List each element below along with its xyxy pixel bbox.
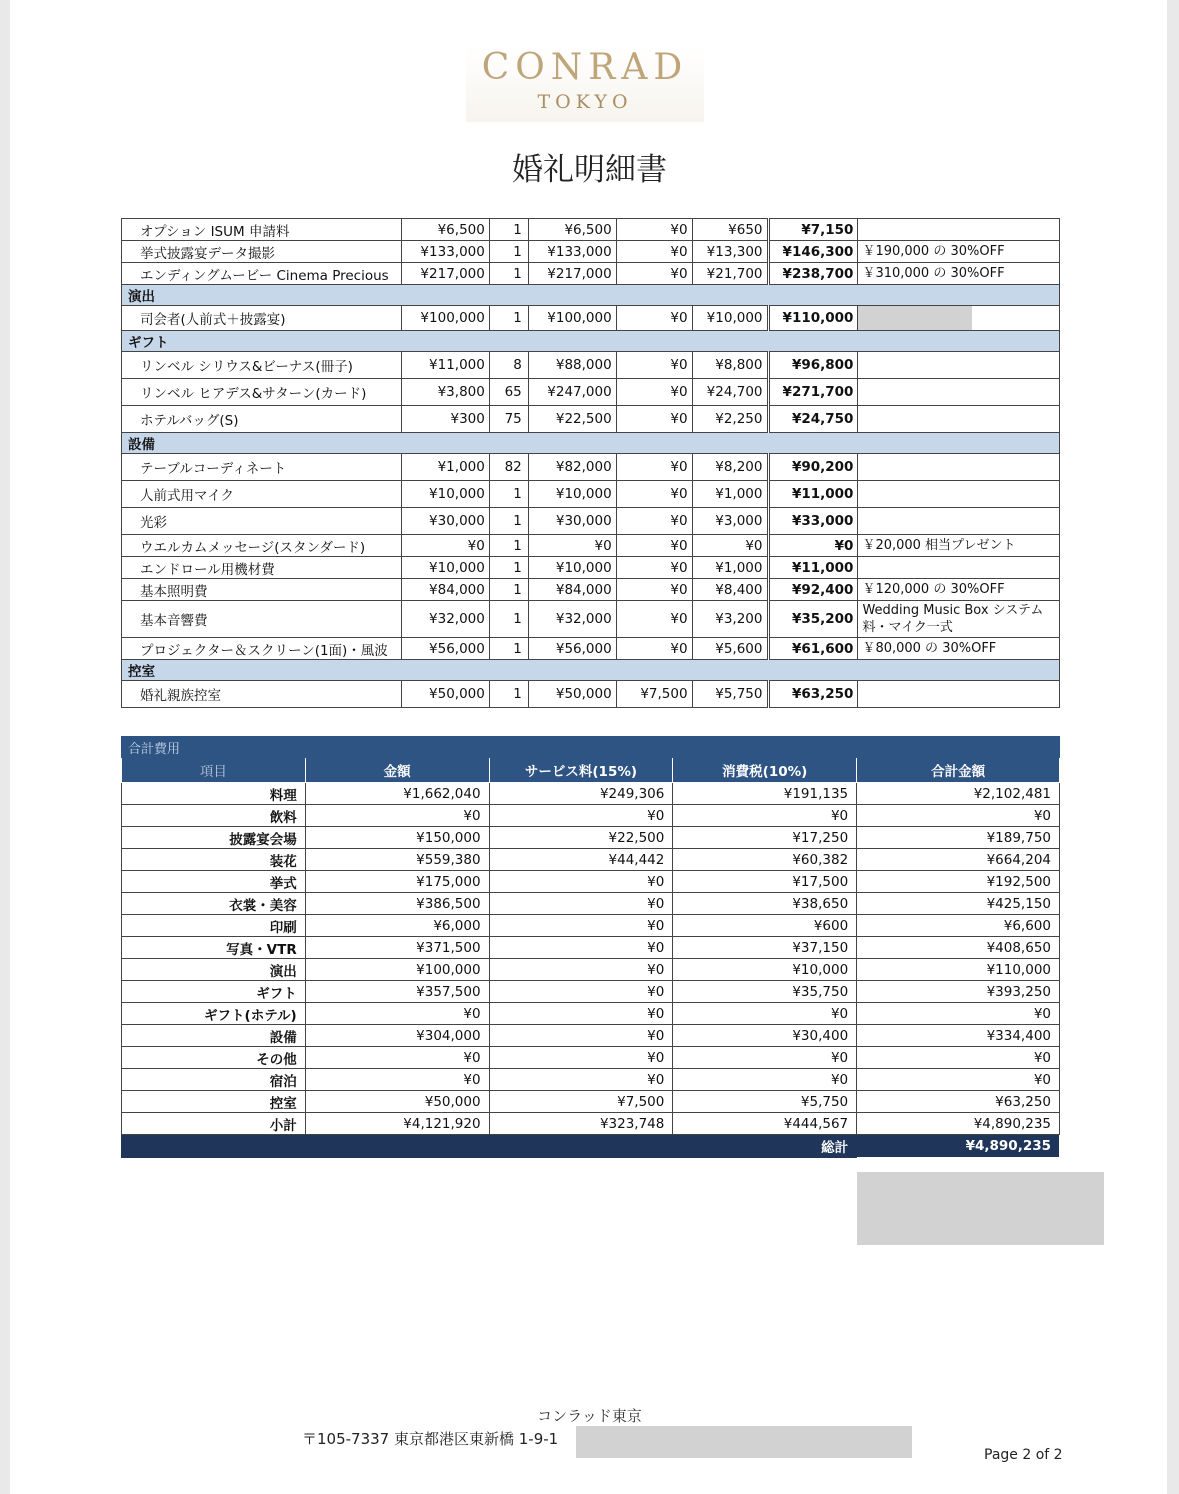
detail-unit-price: ¥30,000 xyxy=(401,508,489,535)
detail-total: ¥35,200 xyxy=(768,601,858,638)
detail-tax: ¥3,200 xyxy=(692,601,768,638)
summary-row xyxy=(122,915,1060,937)
summary-total: ¥4,890,235 xyxy=(857,1113,1060,1135)
detail-item-name: エンドロール用機材費 xyxy=(122,557,402,579)
detail-unit-price: ¥1,000 xyxy=(401,454,489,481)
detail-tax: ¥5,600 xyxy=(692,638,768,660)
summary-service: ¥0 xyxy=(489,871,673,893)
summary-amount: ¥1,662,040 xyxy=(305,783,489,805)
detail-item-name: プロジェクター＆スクリーン(1面)・風波 xyxy=(122,638,402,660)
summary-amount: ¥4,121,920 xyxy=(305,1113,489,1135)
detail-note xyxy=(858,681,1060,708)
detail-amount: ¥133,000 xyxy=(528,241,616,263)
detail-note xyxy=(858,557,1060,579)
detail-item-name: 司会者(人前式＋披露宴) xyxy=(122,306,402,331)
summary-tax: ¥0 xyxy=(673,1003,857,1025)
detail-row xyxy=(122,579,1060,601)
summary-total: ¥664,204 xyxy=(857,849,1060,871)
detail-item-name: リンベル ヒアデス&サターン(カード) xyxy=(122,379,402,406)
summary-label: 挙式 xyxy=(122,871,306,893)
summary-total: ¥0 xyxy=(857,805,1060,827)
detail-tax: ¥24,700 xyxy=(692,379,768,406)
detail-row xyxy=(122,601,1060,638)
summary-total: ¥110,000 xyxy=(857,959,1060,981)
summary-amount: ¥100,000 xyxy=(305,959,489,981)
detail-total: ¥271,700 xyxy=(768,379,858,406)
detail-amount: ¥247,000 xyxy=(528,379,616,406)
detail-quantity: 1 xyxy=(489,508,528,535)
detail-unit-price: ¥11,000 xyxy=(401,352,489,379)
detail-item-name: ウエルカムメッセージ(スタンダード) xyxy=(122,535,402,557)
detail-section-label: 設備 xyxy=(122,433,1060,454)
detail-service-charge: ¥0 xyxy=(616,557,692,579)
summary-tax: ¥191,135 xyxy=(673,783,857,805)
summary-amount: ¥175,000 xyxy=(305,871,489,893)
detail-quantity: 1 xyxy=(489,263,528,285)
summary-label: 宿泊 xyxy=(122,1069,306,1091)
summary-amount: ¥386,500 xyxy=(305,893,489,915)
detail-amount: ¥50,000 xyxy=(528,681,616,708)
grand-total-value: ¥4,890,235 xyxy=(857,1135,1060,1158)
summary-tax: ¥17,250 xyxy=(673,827,857,849)
detail-total: ¥33,000 xyxy=(768,508,858,535)
detail-total: ¥146,300 xyxy=(768,241,858,263)
summary-amount: ¥559,380 xyxy=(305,849,489,871)
summary-service: ¥44,442 xyxy=(489,849,673,871)
detail-quantity: 8 xyxy=(489,352,528,379)
footer-hotel-name: コンラッド東京 xyxy=(537,1407,642,1425)
detail-total: ¥7,150 xyxy=(768,219,858,241)
summary-service: ¥323,748 xyxy=(489,1113,673,1135)
summary-total: ¥0 xyxy=(857,1003,1060,1025)
summary-total: ¥408,650 xyxy=(857,937,1060,959)
detail-tax: ¥8,200 xyxy=(692,454,768,481)
detail-row xyxy=(122,241,1060,263)
detail-quantity: 1 xyxy=(489,638,528,660)
detail-note xyxy=(858,219,1060,241)
detail-item-name: オプション ISUM 申請料 xyxy=(122,219,402,241)
detail-note: ￥20,000 相当プレゼント xyxy=(858,535,1060,557)
summary-tax: ¥444,567 xyxy=(673,1113,857,1135)
summary-row xyxy=(122,959,1060,981)
detail-row xyxy=(122,557,1060,579)
detail-item-name: 人前式用マイク xyxy=(122,481,402,508)
header-amount: 金額 xyxy=(305,758,489,783)
detail-section-label: 演出 xyxy=(122,285,1060,306)
detail-service-charge: ¥0 xyxy=(616,454,692,481)
grand-total-label: 総計 xyxy=(122,1135,857,1158)
detail-amount: ¥82,000 xyxy=(528,454,616,481)
detail-section-row xyxy=(122,331,1060,352)
detail-row xyxy=(122,638,1060,660)
detail-row xyxy=(122,352,1060,379)
detail-note xyxy=(858,379,1060,406)
detail-quantity: 82 xyxy=(489,454,528,481)
detail-tax: ¥8,400 xyxy=(692,579,768,601)
detail-note: ￥190,000 の 30%OFF xyxy=(858,241,1060,263)
detail-service-charge: ¥0 xyxy=(616,406,692,433)
summary-tax: ¥600 xyxy=(673,915,857,937)
detail-service-charge: ¥0 xyxy=(616,638,692,660)
detail-tax: ¥5,750 xyxy=(692,681,768,708)
detail-unit-price: ¥6,500 xyxy=(401,219,489,241)
detail-service-charge: ¥0 xyxy=(616,481,692,508)
redacted-stamp-area xyxy=(857,1172,1104,1245)
detail-quantity: 65 xyxy=(489,379,528,406)
summary-row xyxy=(122,981,1060,1003)
detail-amount: ¥0 xyxy=(528,535,616,557)
summary-total: ¥334,400 xyxy=(857,1025,1060,1047)
detail-total: ¥61,600 xyxy=(768,638,858,660)
detail-unit-price: ¥217,000 xyxy=(401,263,489,285)
summary-service: ¥0 xyxy=(489,1025,673,1047)
detail-section-label: ギフト xyxy=(122,331,1060,352)
summary-tax: ¥35,750 xyxy=(673,981,857,1003)
detail-tax: ¥2,250 xyxy=(692,406,768,433)
summary-tax: ¥17,500 xyxy=(673,871,857,893)
header-item: 項目 xyxy=(122,758,306,783)
detail-row xyxy=(122,481,1060,508)
detail-quantity: 75 xyxy=(489,406,528,433)
summary-total: ¥2,102,481 xyxy=(857,783,1060,805)
detail-total: ¥0 xyxy=(768,535,858,557)
summary-label: 飲料 xyxy=(122,805,306,827)
detail-amount: ¥88,000 xyxy=(528,352,616,379)
summary-amount: ¥0 xyxy=(305,1047,489,1069)
detail-unit-price: ¥0 xyxy=(401,535,489,557)
detail-note xyxy=(858,454,1060,481)
detail-unit-price: ¥133,000 xyxy=(401,241,489,263)
detail-unit-price: ¥100,000 xyxy=(401,306,489,331)
detail-amount: ¥22,500 xyxy=(528,406,616,433)
detail-amount: ¥10,000 xyxy=(528,557,616,579)
detail-quantity: 1 xyxy=(489,481,528,508)
summary-row xyxy=(122,1047,1060,1069)
summary-label: 印刷 xyxy=(122,915,306,937)
detail-item-name: テーブルコーディネート xyxy=(122,454,402,481)
summary-service: ¥249,306 xyxy=(489,783,673,805)
summary-amount: ¥371,500 xyxy=(305,937,489,959)
detail-service-charge: ¥7,500 xyxy=(616,681,692,708)
summary-row xyxy=(122,827,1060,849)
footer-address: 〒105-7337 東京都港区東新橋 1-9-1 xyxy=(302,1430,559,1448)
detail-amount: ¥84,000 xyxy=(528,579,616,601)
detail-amount: ¥30,000 xyxy=(528,508,616,535)
summary-amount: ¥0 xyxy=(305,805,489,827)
detail-quantity: 1 xyxy=(489,579,528,601)
detail-section-row xyxy=(122,660,1060,681)
detail-service-charge: ¥0 xyxy=(616,379,692,406)
summary-amount: ¥0 xyxy=(305,1069,489,1091)
summary-row xyxy=(122,871,1060,893)
detail-service-charge: ¥0 xyxy=(616,508,692,535)
summary-tax: ¥10,000 xyxy=(673,959,857,981)
header-total: 合計金額 xyxy=(857,758,1060,783)
summary-tax: ¥30,400 xyxy=(673,1025,857,1047)
detail-service-charge: ¥0 xyxy=(616,601,692,638)
detail-item-name: 光彩 xyxy=(122,508,402,535)
summary-label: 小計 xyxy=(122,1113,306,1135)
summary-label: 控室 xyxy=(122,1091,306,1113)
summary-total: ¥63,250 xyxy=(857,1091,1060,1113)
detail-note xyxy=(858,352,1060,379)
summary-amount: ¥0 xyxy=(305,1003,489,1025)
detail-row xyxy=(122,306,1060,331)
logo-city: TOKYO xyxy=(537,91,633,113)
summary-row xyxy=(122,1091,1060,1113)
summary-total: ¥6,600 xyxy=(857,915,1060,937)
detail-note xyxy=(858,306,1060,331)
detail-total: ¥63,250 xyxy=(768,681,858,708)
detail-service-charge: ¥0 xyxy=(616,535,692,557)
grand-total-row xyxy=(122,1135,1060,1158)
detail-quantity: 1 xyxy=(489,535,528,557)
detail-unit-price: ¥10,000 xyxy=(401,557,489,579)
summary-row xyxy=(122,1113,1060,1135)
detail-note: ￥80,000 の 30%OFF xyxy=(858,638,1060,660)
detail-amount: ¥56,000 xyxy=(528,638,616,660)
summary-label: 披露宴会場 xyxy=(122,827,306,849)
summary-amount: ¥304,000 xyxy=(305,1025,489,1047)
detail-amount: ¥10,000 xyxy=(528,481,616,508)
detail-service-charge: ¥0 xyxy=(616,241,692,263)
detail-total: ¥11,000 xyxy=(768,481,858,508)
summary-row xyxy=(122,805,1060,827)
summary-label: ギフト xyxy=(122,981,306,1003)
redacted-phone-area xyxy=(576,1426,912,1458)
summary-row xyxy=(122,1003,1060,1025)
detail-total: ¥238,700 xyxy=(768,263,858,285)
detail-quantity: 1 xyxy=(489,681,528,708)
detail-tax: ¥10,000 xyxy=(692,306,768,331)
detail-amount: ¥217,000 xyxy=(528,263,616,285)
detail-row xyxy=(122,406,1060,433)
summary-service: ¥0 xyxy=(489,893,673,915)
detail-service-charge: ¥0 xyxy=(616,352,692,379)
detail-quantity: 1 xyxy=(489,219,528,241)
detail-unit-price: ¥10,000 xyxy=(401,481,489,508)
summary-label: 設備 xyxy=(122,1025,306,1047)
summary-label: 装花 xyxy=(122,849,306,871)
detail-tax: ¥1,000 xyxy=(692,481,768,508)
detail-total: ¥11,000 xyxy=(768,557,858,579)
summary-total: ¥393,250 xyxy=(857,981,1060,1003)
logo-brand: CONRAD xyxy=(481,47,689,88)
detail-total: ¥96,800 xyxy=(768,352,858,379)
detail-row xyxy=(122,508,1060,535)
summary-label: 写真・VTR xyxy=(122,937,306,959)
summary-tax: ¥60,382 xyxy=(673,849,857,871)
detail-section-row xyxy=(122,285,1060,306)
detail-total: ¥110,000 xyxy=(768,306,858,331)
summary-amount: ¥357,500 xyxy=(305,981,489,1003)
redacted-note xyxy=(858,306,972,330)
detail-unit-price: ¥56,000 xyxy=(401,638,489,660)
summary-row xyxy=(122,1025,1060,1047)
summary-total: ¥425,150 xyxy=(857,893,1060,915)
summary-table xyxy=(121,736,1060,1158)
summary-tax: ¥37,150 xyxy=(673,937,857,959)
detail-row xyxy=(122,454,1060,481)
summary-tax: ¥0 xyxy=(673,805,857,827)
detail-amount: ¥32,000 xyxy=(528,601,616,638)
summary-service: ¥0 xyxy=(489,1069,673,1091)
detail-section-row xyxy=(122,433,1060,454)
summary-caption-row xyxy=(122,737,1060,758)
summary-total: ¥0 xyxy=(857,1047,1060,1069)
detail-total: ¥92,400 xyxy=(768,579,858,601)
summary-service: ¥0 xyxy=(489,981,673,1003)
detail-item-name: 婚礼親族控室 xyxy=(122,681,402,708)
summary-label: 衣裳・美容 xyxy=(122,893,306,915)
document-title: 婚礼明細書 xyxy=(512,152,667,188)
detail-service-charge: ¥0 xyxy=(616,263,692,285)
detail-note xyxy=(858,508,1060,535)
summary-amount: ¥50,000 xyxy=(305,1091,489,1113)
detail-quantity: 1 xyxy=(489,306,528,331)
summary-tax: ¥5,750 xyxy=(673,1091,857,1113)
detail-row xyxy=(122,219,1060,241)
detail-section-label: 控室 xyxy=(122,660,1060,681)
detail-table xyxy=(121,218,1060,708)
detail-unit-price: ¥3,800 xyxy=(401,379,489,406)
detail-row xyxy=(122,379,1060,406)
detail-item-name: 挙式披露宴データ撮影 xyxy=(122,241,402,263)
conrad-logo xyxy=(466,46,704,122)
detail-unit-price: ¥300 xyxy=(401,406,489,433)
summary-label: ギフト(ホテル) xyxy=(122,1003,306,1025)
detail-tax: ¥3,000 xyxy=(692,508,768,535)
detail-item-name: リンベル シリウス&ビーナス(冊子) xyxy=(122,352,402,379)
summary-service: ¥0 xyxy=(489,1003,673,1025)
summary-row xyxy=(122,1069,1060,1091)
summary-amount: ¥6,000 xyxy=(305,915,489,937)
detail-total: ¥24,750 xyxy=(768,406,858,433)
summary-service: ¥22,500 xyxy=(489,827,673,849)
detail-amount: ¥6,500 xyxy=(528,219,616,241)
detail-tax: ¥8,800 xyxy=(692,352,768,379)
detail-item-name: エンディングムービー Cinema Precious xyxy=(122,263,402,285)
detail-row xyxy=(122,535,1060,557)
summary-total: ¥0 xyxy=(857,1069,1060,1091)
detail-quantity: 1 xyxy=(489,557,528,579)
detail-amount: ¥100,000 xyxy=(528,306,616,331)
detail-tax: ¥21,700 xyxy=(692,263,768,285)
detail-tax: ¥0 xyxy=(692,535,768,557)
summary-caption: 合計費用 xyxy=(122,737,1060,758)
summary-total: ¥192,500 xyxy=(857,871,1060,893)
detail-tax: ¥13,300 xyxy=(692,241,768,263)
detail-service-charge: ¥0 xyxy=(616,306,692,331)
detail-note xyxy=(858,481,1060,508)
summary-total: ¥189,750 xyxy=(857,827,1060,849)
summary-service: ¥0 xyxy=(489,1047,673,1069)
summary-service: ¥0 xyxy=(489,937,673,959)
detail-note: ￥310,000 の 30%OFF xyxy=(858,263,1060,285)
detail-row xyxy=(122,263,1060,285)
summary-tax: ¥0 xyxy=(673,1069,857,1091)
summary-tax: ¥38,650 xyxy=(673,893,857,915)
page-number: Page 2 of 2 xyxy=(984,1447,1063,1463)
header-tax: 消費税(10%) xyxy=(673,758,857,783)
detail-tax: ¥650 xyxy=(692,219,768,241)
detail-item-name: 基本照明費 xyxy=(122,579,402,601)
summary-service: ¥0 xyxy=(489,915,673,937)
summary-tax: ¥0 xyxy=(673,1047,857,1069)
detail-note: Wedding Music Box システム料・マイク一式 xyxy=(858,601,1060,638)
detail-item-name: ホテルバッグ(S) xyxy=(122,406,402,433)
detail-unit-price: ¥84,000 xyxy=(401,579,489,601)
summary-service: ¥7,500 xyxy=(489,1091,673,1113)
detail-item-name: 基本音響費 xyxy=(122,601,402,638)
summary-label: 料理 xyxy=(122,783,306,805)
detail-note: ￥120,000 の 30%OFF xyxy=(858,579,1060,601)
summary-header-row xyxy=(122,758,1060,783)
detail-total: ¥90,200 xyxy=(768,454,858,481)
detail-quantity: 1 xyxy=(489,241,528,263)
summary-row xyxy=(122,783,1060,805)
summary-row xyxy=(122,893,1060,915)
detail-row xyxy=(122,681,1060,708)
detail-note xyxy=(858,406,1060,433)
detail-tax: ¥1,000 xyxy=(692,557,768,579)
detail-quantity: 1 xyxy=(489,601,528,638)
summary-row xyxy=(122,937,1060,959)
summary-service: ¥0 xyxy=(489,805,673,827)
header-service: サービス料(15%) xyxy=(489,758,673,783)
detail-service-charge: ¥0 xyxy=(616,219,692,241)
summary-service: ¥0 xyxy=(489,959,673,981)
detail-service-charge: ¥0 xyxy=(616,579,692,601)
summary-label: その他 xyxy=(122,1047,306,1069)
summary-label: 演出 xyxy=(122,959,306,981)
detail-unit-price: ¥32,000 xyxy=(401,601,489,638)
summary-amount: ¥150,000 xyxy=(305,827,489,849)
summary-row xyxy=(122,849,1060,871)
detail-unit-price: ¥50,000 xyxy=(401,681,489,708)
